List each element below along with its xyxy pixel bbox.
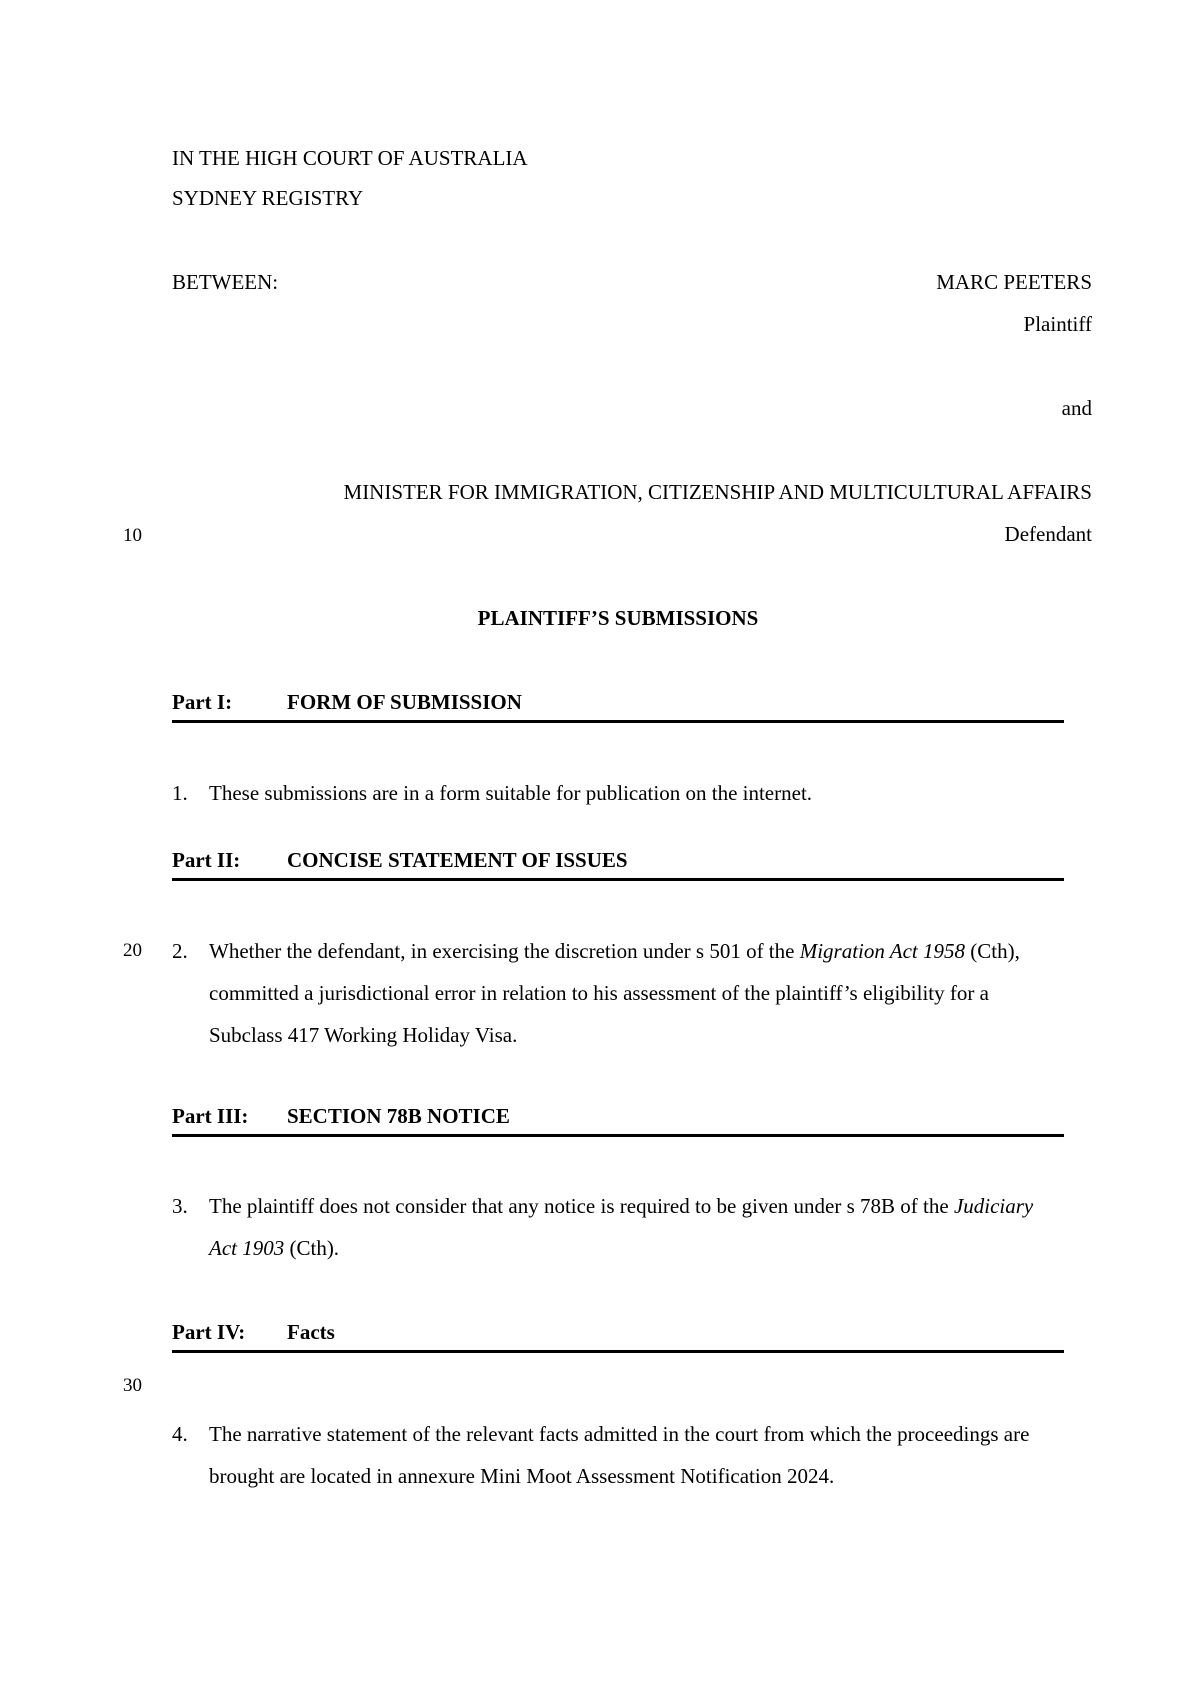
- part-title: FORM OF SUBMISSION: [287, 690, 522, 714]
- registry-name: SYDNEY REGISTRY: [172, 186, 364, 210]
- text-run: (Cth), committed a jurisdictional error in relation to his assessment of the plaintiff’s eligibility for a Subclass 417 Working Holiday Visa.: [209, 939, 1020, 1047]
- part-heading-1: [172, 690, 1064, 723]
- line-number-20: 20: [123, 940, 142, 961]
- part-title: CONCISE STATEMENT OF ISSUES: [287, 848, 628, 872]
- paragraph-number: 3.: [172, 1194, 188, 1218]
- part-heading-4: [172, 1320, 1064, 1353]
- plaintiff-role: Plaintiff: [1023, 312, 1092, 336]
- paragraph-number: 1.: [172, 781, 188, 805]
- paragraph-text: [209, 1185, 1052, 1269]
- text-run: The plaintiff does not consider that any notice is required to be given under s 78B of the: [209, 1194, 954, 1218]
- between-label: BETWEEN:: [172, 270, 279, 294]
- text-run: (Cth).: [284, 1236, 340, 1260]
- document-title: PLAINTIFF’S SUBMISSIONS: [477, 606, 759, 630]
- line-number-30: 30: [123, 1375, 142, 1396]
- part-label: Part I:: [172, 690, 233, 714]
- line-number-10: 10: [123, 525, 142, 546]
- part-label: Part IV:: [172, 1320, 246, 1344]
- part-label: Part II:: [172, 848, 241, 872]
- court-name: IN THE HIGH COURT OF AUSTRALIA: [172, 146, 528, 170]
- paragraph-text: These submissions are in a form suitable for publication on the internet.: [209, 781, 813, 805]
- part-title: Facts: [287, 1320, 335, 1344]
- paragraph-number: 2.: [172, 939, 188, 963]
- plaintiff-name: MARC PEETERS: [936, 270, 1092, 294]
- paragraph-number: 4.: [172, 1422, 188, 1446]
- statute-citation: Migration Act 1958: [799, 939, 965, 963]
- and-connector: and: [1061, 396, 1092, 420]
- paragraph-3: [172, 1185, 1052, 1269]
- paragraph-2: [172, 930, 1052, 1056]
- paragraph-text: [209, 930, 1052, 1056]
- part-heading-2: [172, 848, 1064, 881]
- paragraph-4: [172, 1413, 1052, 1497]
- paragraph-1: [172, 772, 1052, 814]
- defendant-role: Defendant: [1004, 522, 1092, 546]
- part-title: SECTION 78B NOTICE: [287, 1104, 510, 1128]
- text-run: Whether the defendant, in exercising the discretion under s 501 of the: [209, 939, 800, 963]
- statute-citation: Judiciary Act 1903: [209, 1194, 1034, 1260]
- part-heading-3: [172, 1104, 1064, 1137]
- part-label: Part III:: [172, 1104, 249, 1128]
- paragraph-text: The narrative statement of the relevant facts admitted in the court from which the proceedings are brought are located in annexure Mini Moot Assessment Notification 2024.: [209, 1422, 1030, 1488]
- defendant-name: MINISTER FOR IMMIGRATION, CITIZENSHIP AND MULTICULTURAL AFFAIRS: [343, 480, 1092, 504]
